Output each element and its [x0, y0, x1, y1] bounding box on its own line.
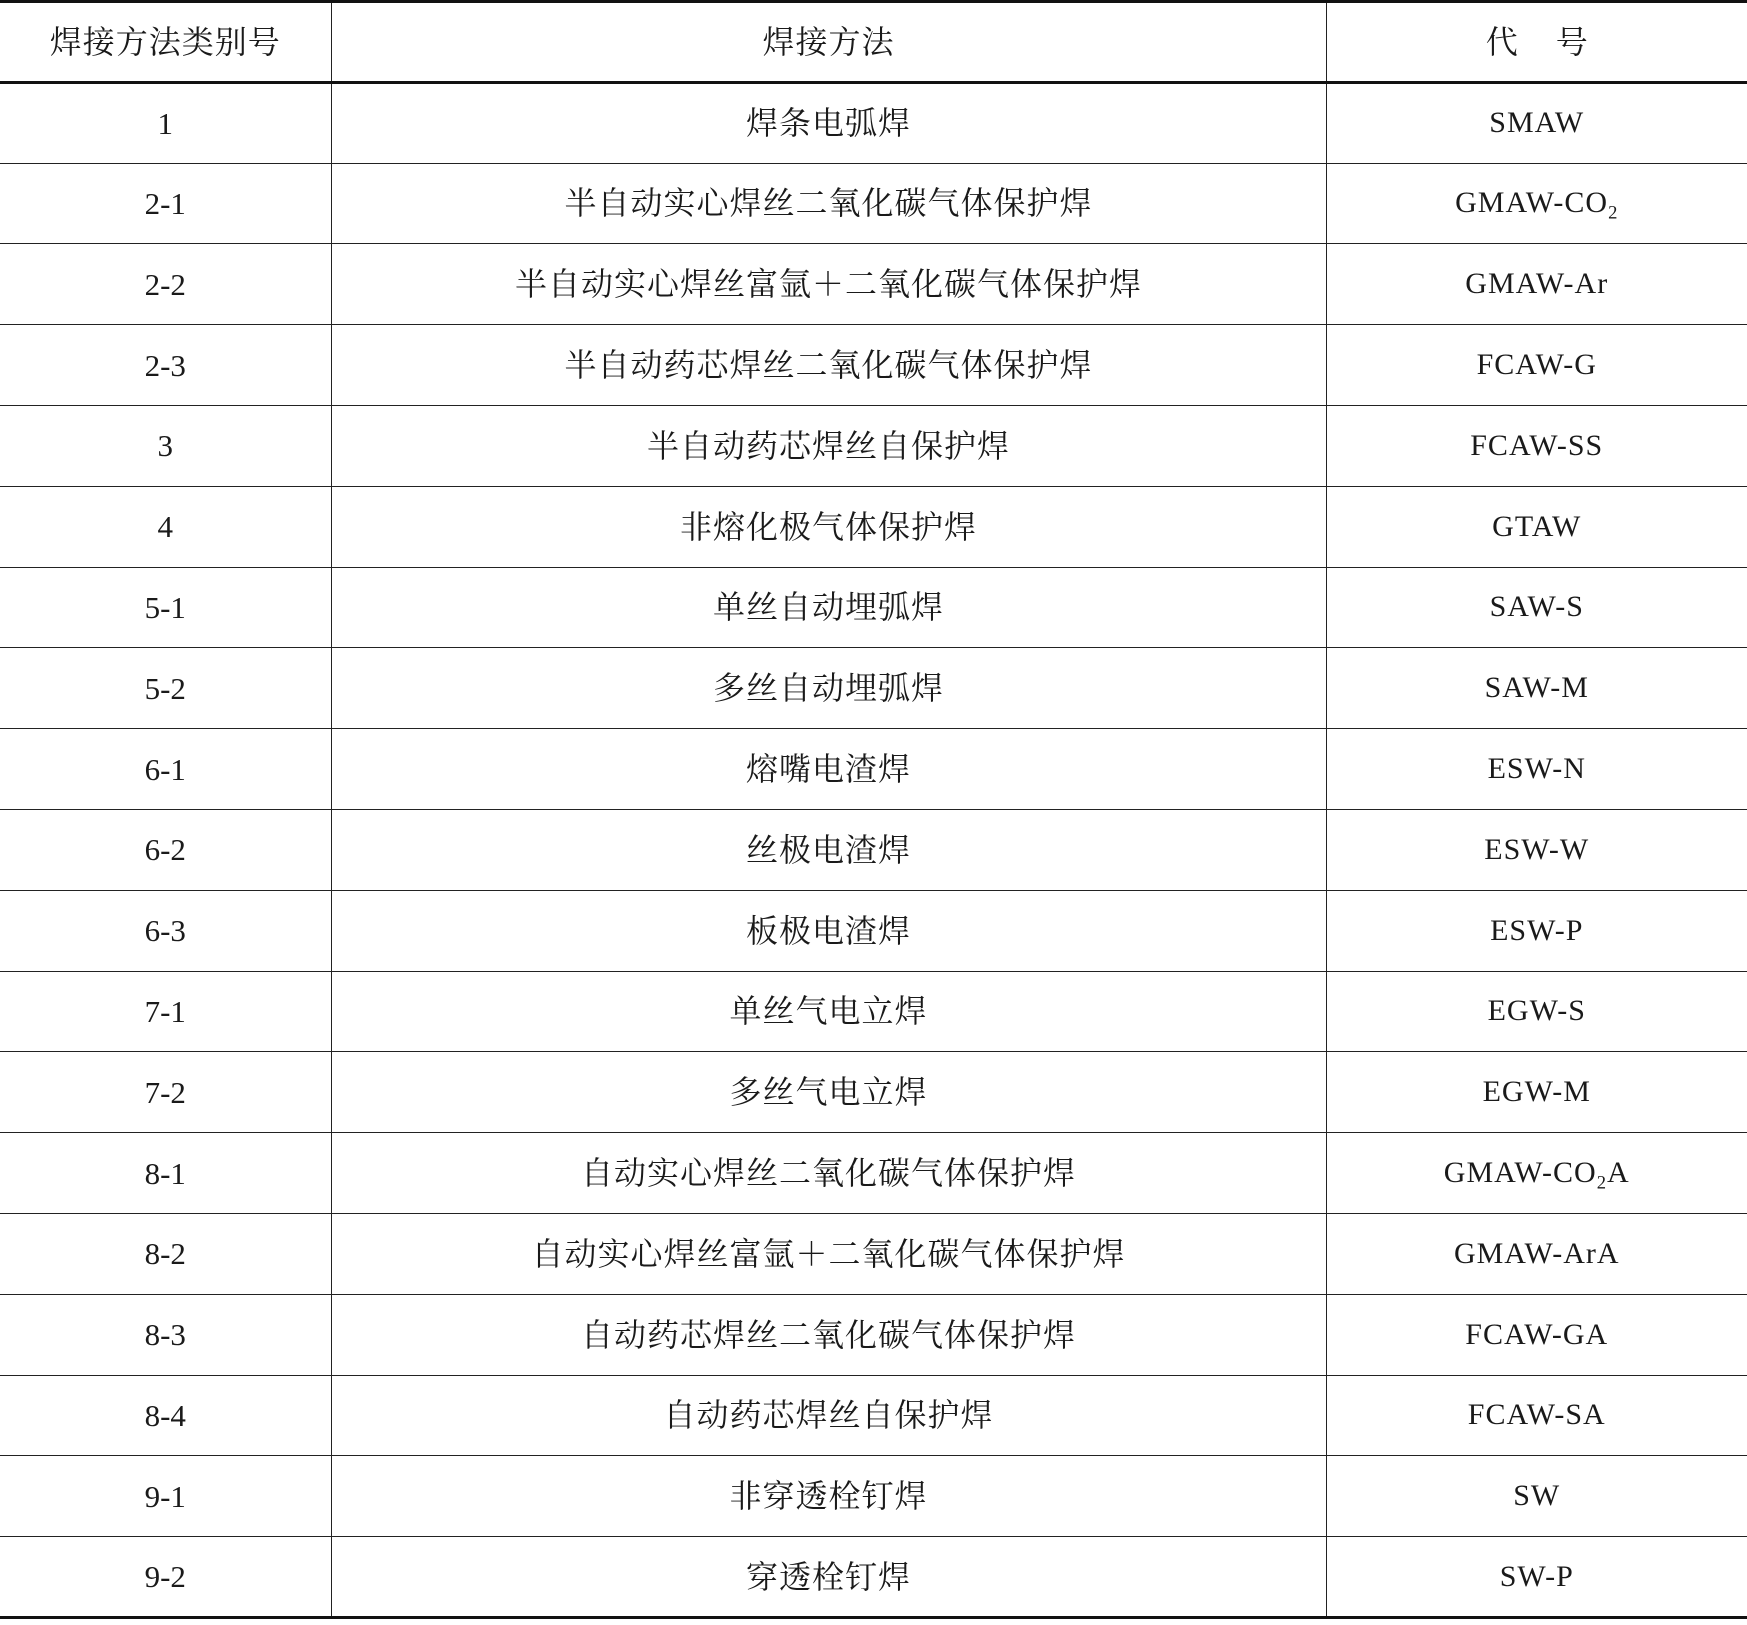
code-cell [1326, 648, 1747, 729]
table-row [0, 567, 1747, 648]
code-cell [1326, 325, 1747, 406]
table-row [0, 809, 1747, 890]
category-number-cell: 6-2 [0, 809, 331, 890]
welding-method-cell: 多丝自动埋弧焊 [331, 648, 1326, 729]
code-text: FCAW-G [1476, 348, 1597, 382]
header-category-number: 焊接方法类别号 [0, 2, 331, 83]
welding-method-cell: 单丝气电立焊 [331, 971, 1326, 1052]
table-row [0, 1052, 1747, 1133]
code-text: GMAW-Ar [1465, 267, 1609, 301]
welding-method-cell: 半自动药芯焊丝自保护焊 [331, 405, 1326, 486]
code-cell [1326, 1294, 1747, 1375]
code-text: GMAW-CO [1443, 1156, 1597, 1190]
table-row [0, 405, 1747, 486]
table-row [0, 890, 1747, 971]
code-cell [1326, 890, 1747, 971]
header-welding-method: 焊接方法 [331, 2, 1326, 83]
category-number-cell: 3 [0, 405, 331, 486]
code-cell [1326, 1456, 1747, 1537]
code-cell [1326, 82, 1747, 163]
category-number-cell: 6-3 [0, 890, 331, 971]
table-row [0, 1133, 1747, 1214]
code-cell [1326, 1213, 1747, 1294]
code-subscript: 2 [1608, 202, 1619, 224]
welding-method-cell: 非穿透栓钉焊 [331, 1456, 1326, 1537]
category-number-cell: 1 [0, 82, 331, 163]
code-text: GMAW-CO [1455, 186, 1609, 220]
header-code: 代号 [1326, 2, 1747, 83]
welding-method-cell: 单丝自动埋弧焊 [331, 567, 1326, 648]
code-cell [1326, 405, 1747, 486]
code-text: ESW-P [1490, 913, 1584, 947]
table-row [0, 82, 1747, 163]
table-row [0, 1375, 1747, 1456]
table-row [0, 163, 1747, 244]
category-number-cell: 8-4 [0, 1375, 331, 1456]
welding-method-cell: 焊条电弧焊 [331, 82, 1326, 163]
code-text: SMAW [1489, 106, 1585, 140]
category-number-cell: 9-2 [0, 1537, 331, 1618]
category-number-cell: 4 [0, 486, 331, 567]
category-number-cell: 6-1 [0, 729, 331, 810]
welding-method-cell: 半自动实心焊丝二氧化碳气体保护焊 [331, 163, 1326, 244]
code-cell [1326, 971, 1747, 1052]
code-cell [1326, 1133, 1747, 1214]
welding-method-cell: 板极电渣焊 [331, 890, 1326, 971]
category-number-cell: 8-2 [0, 1213, 331, 1294]
table-row [0, 244, 1747, 325]
code-text: FCAW-SS [1470, 428, 1604, 462]
code-cell [1326, 244, 1747, 325]
welding-method-cell: 半自动实心焊丝富氩＋二氧化碳气体保护焊 [331, 244, 1326, 325]
table-row [0, 1213, 1747, 1294]
code-text: ESW-W [1484, 832, 1590, 866]
welding-method-cell: 熔嘴电渣焊 [331, 729, 1326, 810]
welding-method-cell: 半自动药芯焊丝二氧化碳气体保护焊 [331, 325, 1326, 406]
code-cell [1326, 163, 1747, 244]
category-number-cell: 2-1 [0, 163, 331, 244]
code-text: GTAW [1492, 509, 1582, 543]
code-text: FCAW-GA [1465, 1317, 1609, 1351]
welding-method-cell: 穿透栓钉焊 [331, 1537, 1326, 1618]
code-cell [1326, 809, 1747, 890]
code-cell [1326, 486, 1747, 567]
table-row [0, 1456, 1747, 1537]
code-suffix: A [1607, 1156, 1630, 1190]
category-number-cell: 5-2 [0, 648, 331, 729]
code-text: ESW-N [1487, 752, 1586, 786]
welding-method-cell: 多丝气电立焊 [331, 1052, 1326, 1133]
code-subscript: 2 [1596, 1172, 1608, 1194]
welding-method-cell: 自动药芯焊丝自保护焊 [331, 1375, 1326, 1456]
category-number-cell: 9-1 [0, 1456, 331, 1537]
welding-method-cell: 自动药芯焊丝二氧化碳气体保护焊 [331, 1294, 1326, 1375]
category-number-cell: 2-2 [0, 244, 331, 325]
category-number-cell: 8-1 [0, 1133, 331, 1214]
table-body [0, 82, 1747, 1617]
code-text: GMAW-ArA [1453, 1236, 1620, 1270]
code-cell [1326, 567, 1747, 648]
table-row [0, 1294, 1747, 1375]
category-number-cell: 7-1 [0, 971, 331, 1052]
code-text: EGW-S [1487, 994, 1586, 1028]
code-text: SW [1513, 1479, 1561, 1513]
code-text: EGW-M [1482, 1075, 1591, 1109]
welding-method-cell: 自动实心焊丝二氧化碳气体保护焊 [331, 1133, 1326, 1214]
code-cell [1326, 1375, 1747, 1456]
table-row [0, 325, 1747, 406]
welding-method-cell: 自动实心焊丝富氩＋二氧化碳气体保护焊 [331, 1213, 1326, 1294]
category-number-cell: 7-2 [0, 1052, 331, 1133]
code-cell [1326, 729, 1747, 810]
welding-method-cell: 丝极电渣焊 [331, 809, 1326, 890]
code-text: SAW-S [1489, 590, 1584, 624]
code-text: FCAW-SA [1467, 1398, 1606, 1432]
code-cell [1326, 1537, 1747, 1618]
table-row [0, 729, 1747, 810]
table-row [0, 1537, 1747, 1618]
table-header-row [0, 2, 1747, 83]
code-text: SAW-M [1484, 671, 1589, 705]
welding-method-cell: 非熔化极气体保护焊 [331, 486, 1326, 567]
category-number-cell: 8-3 [0, 1294, 331, 1375]
category-number-cell: 5-1 [0, 567, 331, 648]
table-row [0, 971, 1747, 1052]
category-number-cell: 2-3 [0, 325, 331, 406]
table-row [0, 648, 1747, 729]
table-row [0, 486, 1747, 567]
code-cell [1326, 1052, 1747, 1133]
code-text: SW-P [1499, 1559, 1574, 1593]
